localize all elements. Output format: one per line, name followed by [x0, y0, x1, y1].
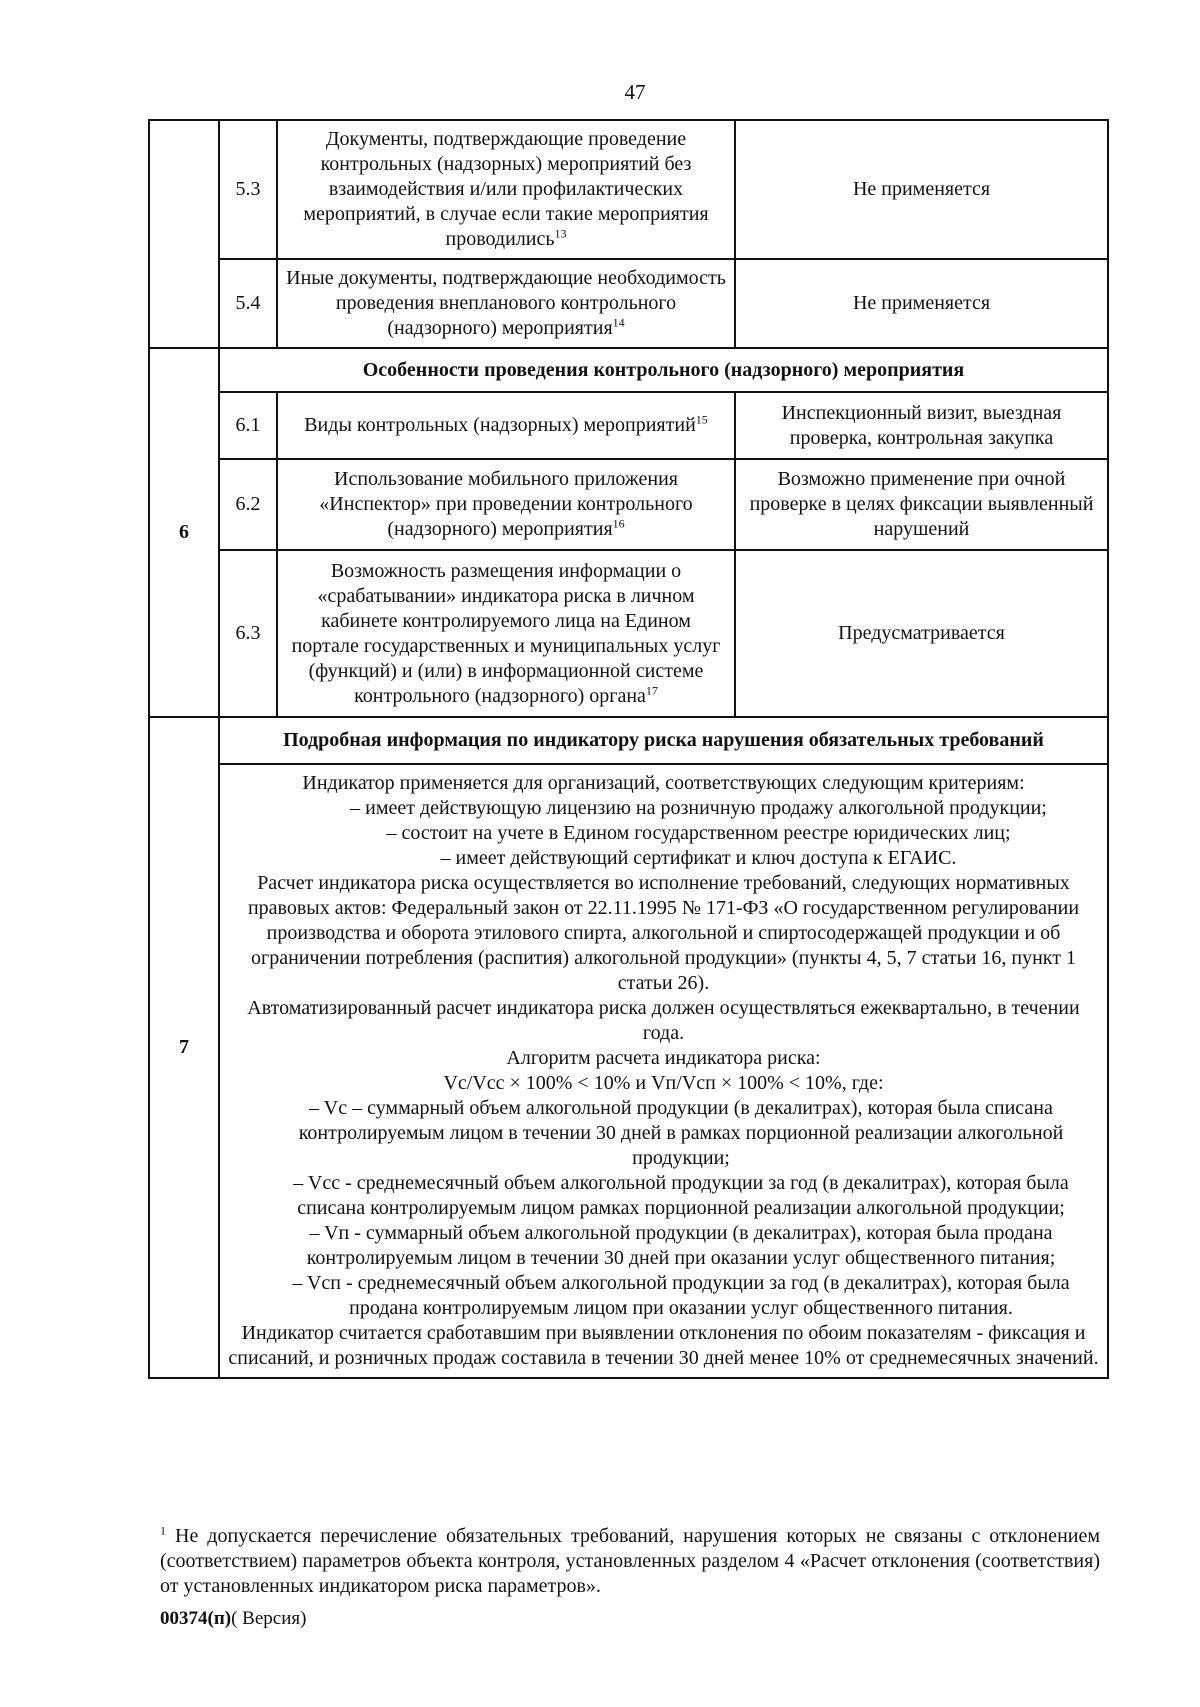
section-heading: Особенности проведения контрольного (надзорного) мероприятия	[219, 348, 1108, 392]
criterion-item: – состоит на учете в Едином государственном реестре юридических лиц;	[386, 822, 1011, 844]
definition-item: – Vсс - среднемесячный объем алкогольной продукции за год (в декалитрах), которая была списана контролируемым лицом рамках порционной реализации алкогольной продукции;	[293, 1172, 1069, 1219]
row-number: 6.3	[219, 550, 277, 717]
table-row	[149, 550, 1108, 717]
footnote-mark: 1	[160, 1523, 166, 1538]
footnote-text: Не допускается перечисление обязательных требований, нарушения которых не связаны с отклонением (соответствием) параметров объекта контроля, установленных разделом 4 «Расчет отклонения (соответствия) от установленных индикатором риска параметров».	[160, 1525, 1101, 1597]
definition-item: – Vс – суммарный объем алкогольной продукции (в декалитрах), которая была списана контролируемым лицом в течении 30 дней в рамках порционной реализации алкогольной продукции;	[298, 1097, 1064, 1169]
row-description: Виды контрольных (надзорных) мероприятий$^{15}$	[277, 392, 735, 459]
table-row	[149, 120, 1108, 259]
table-row	[149, 392, 1108, 459]
table-row	[149, 717, 1108, 764]
row-description: Иные документы, подтверждающие необходимость проведения внепланового контрольного (надзорного) мероприятия$^{14}$	[277, 259, 735, 348]
row-description: Возможность размещения информации о «срабатывании» индикатора риска в личном кабинете контролируемого лица на Едином портале государственных и муниципальных услуг (функций) и (или) в информационной системе контрольного (надзорного) органа$^{17}$	[277, 550, 735, 717]
definition-item: – Vсп - среднемесячный объем алкогольной продукции за год (в декалитрах), которая была продана контролируемым лицом при оказании услуг общественного питания.	[292, 1272, 1070, 1319]
row-value: Не применяется	[735, 259, 1108, 348]
row-value: Не применяется	[735, 120, 1108, 259]
footnote-ref: 16	[612, 516, 625, 531]
section-number: 7	[149, 717, 219, 1378]
automation-text: Автоматизированный расчет индикатора риска должен осуществляться ежеквартально, в течении года.	[247, 997, 1080, 1044]
row-number: 5.4	[219, 259, 277, 348]
section-number: 6	[149, 348, 219, 717]
row-description: Использование мобильного приложения «Инспектор» при проведении контрольного (надзорного) мероприятия$^{16}$	[277, 459, 735, 550]
table-row	[149, 764, 1108, 1378]
footnote-ref: 17	[645, 682, 658, 697]
criterion-item: – имеет действующий сертификат и ключ доступа к ЕГАИС.	[440, 847, 957, 869]
row-value: Возможно применение при очной проверке в целях фиксации выявленный нарушений	[735, 459, 1108, 550]
footnote-ref: 14	[612, 315, 625, 330]
conclusion-text: Индикатор считается сработавшим при выявлении отклонения по обоим показателям - фиксация и списаний, и розничных продаж составила в течении 30 дней менее 10% от среднемесячных значений.	[228, 1322, 1099, 1369]
page-number: 47	[624, 80, 646, 104]
footnote-ref: 13	[554, 226, 567, 241]
row-number: 5.3	[219, 120, 277, 259]
table-row	[149, 348, 1108, 392]
row-value: Предусматривается	[735, 550, 1108, 717]
document-version: ( Версия)	[231, 1608, 307, 1629]
row-description: Документы, подтверждающие проведение контрольных (надзорных) мероприятий без взаимодействия и/или профилактических мероприятий, в случае если такие мероприятия проводились$^{13}$	[277, 120, 735, 259]
row-value: Инспекционный визит, выездная проверка, контрольная закупка	[735, 392, 1108, 459]
footnote	[160, 1524, 1100, 1599]
indicator-description	[219, 764, 1108, 1378]
definition-item: – Vп - суммарный объем алкогольной продукции (в декалитрах), которая была продана контролируемым лицом в течении 30 дней при оказании услуг общественного питания;	[306, 1222, 1056, 1269]
document-footer	[160, 1608, 306, 1630]
calculation-basis: Расчет индикатора риска осуществляется во исполнение требований, следующих нормативных правовых актов: Федеральный закон от 22.11.1995 № 171-ФЗ «О государственном регулировании производства и оборота этилового спирта, алкогольной и спиртосодержащей продукции и об ограничении потребления (распития) алкогольной продукции» (пункты 4, 5, 7 статьи 16, пункт 1 статьи 26).	[247, 872, 1080, 994]
section-heading: Подробная информация по индикатору риска нарушения обязательных требований	[219, 717, 1108, 764]
requirements-table	[148, 119, 1109, 1379]
intro-text: Индикатор применяется для организаций, соответствующих следующим критериям:	[302, 772, 1025, 794]
table-row	[149, 259, 1108, 348]
table-row	[149, 459, 1108, 550]
row-number: 6.1	[219, 392, 277, 459]
criterion-item: – имеет действующую лицензию на розничную продажу алкогольной продукции;	[350, 797, 1047, 819]
document-code: 00374(п)	[160, 1608, 232, 1629]
section-cell-empty	[149, 120, 219, 348]
algorithm-title: Алгоритм расчета индикатора риска:	[506, 1047, 821, 1069]
formula: Vс/Vсс × 100% < 10% и Vп/Vсп × 100% < 10%, где:	[443, 1072, 884, 1094]
row-number: 6.2	[219, 459, 277, 550]
footnote-ref: 15	[695, 412, 708, 427]
